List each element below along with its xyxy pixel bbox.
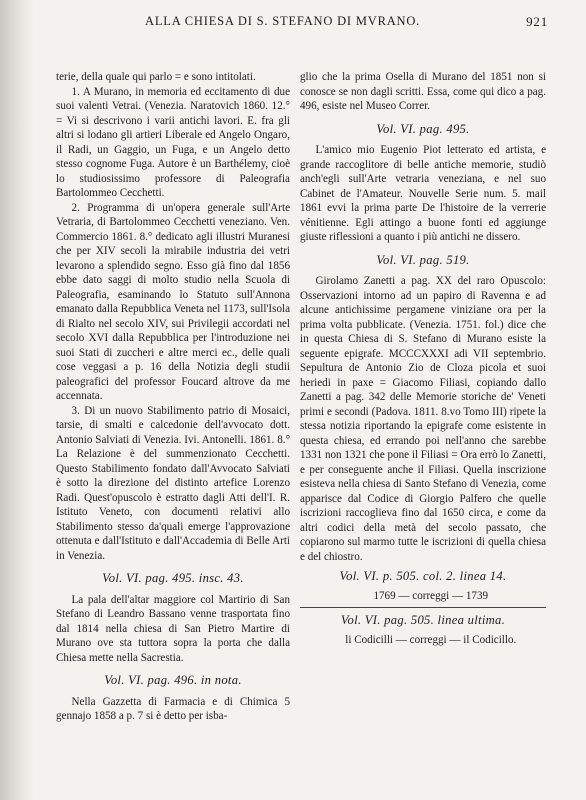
left-paragraph-3: 3. Di un nuovo Stabilimento patrio di Mosaici, tarsie, di smalti e calcedonie dell'avvocato dott. Antonio Salviati di Venezia. Ivi. Antonelli. 1861. 8.° La Relazione è del summenzionato Cecchetti. Questo Stabilimento fondato dall'Avvocato Salviati è sotto la direzione del distinto artefice Lorenzo Radi. Quest'opuscolo è estratto dagli Atti dell'I. R. Istituto Veneto, con documenti relativi allo Stabilimento stesso da'quali emerge l'approvazione ottenuta e dall'Istituto e dall'Accademia di Belle Arti in Venezia. [56, 404, 290, 562]
right-heading-2: Vol. VI. pag. 519. [376, 252, 470, 267]
left-heading-1: Vol. VI. pag. 495. insc. 43. [102, 571, 244, 585]
right-correction-2: li Codicilli — correggi — il Codicillo. [345, 633, 517, 646]
right-paragraph-1: L'amico mio Eugenio Piot letterato ed artista, e grande raccoglitore di belle antiche memorie, studiò anch'egli sull'Arte vetraria veneziana, e nel suo Cabinet de l'Amateur. Nouvelle Serie num. 5. mail 1861 evvi la prima parte De l'histoire de la verrerie vénitienne. Egli attingo a buone fonti ed aggiunge giuste riflessioni a quanto i più antichi ne dissero. [300, 144, 546, 243]
left-paragraph-4: La pala dell'altar maggiore col Martirio di San Stefano di Leandro Bassano venne trasportata fino dal 1814 nella chiesa di San Pietro Martire di Murano ove sta tuttora sopra la porta che dalla Chiesa mette nella Sacrestia. [56, 593, 290, 664]
scan-binding-shadow [0, 0, 34, 800]
right-heading-1: Vol. VI. pag. 495. [376, 121, 470, 136]
running-header [50, 14, 548, 32]
right-heading-3: Vol. VI. p. 505. col. 2. linea 14. [339, 569, 507, 583]
right-column [300, 70, 546, 647]
left-paragraph-2: 2. Programma di un'opera generale sull'Arte Vetraria, di Bartolommeo Cecchetti veneziano. Ven. Commercio 1861. 8.° dedicato agli illustri Muranesi che per XIV secoli la mirabile industria dei vetri levarono a splendido segno. Esso già fino dal 1856 ebbe dato saggi di molto studio nella Scuola di Paleografia, esaminando lo Statuto sull'Annona emanato dalla Repubblica Veneta nel 1173, sull'Isola di Rialto nel secolo XIV, sui Privilegii accordati nel secolo XVI dalla Repubblica per l'introduzione nei suoi Stati di zuccheri e altre merci ec., delle quali cose veggasi a p. 16 della Notizia degli studii paleografici del professor Foucard altrove da me accennata. [56, 201, 290, 402]
right-correction-1: 1769 — correggi — 1739 [373, 589, 489, 602]
right-heading-4: Vol. VI. pag. 505. linea ultima. [340, 613, 506, 627]
running-title: ALLA CHIESA DI S. STEFANO DI MVRANO. [145, 14, 421, 28]
divider-line [300, 607, 546, 608]
left-paragraph-5: Nella Gazzetta di Farmacia e di Chimica 5 gennajo 1858 a p. 7 si è detto per isba- [56, 695, 290, 722]
left-paragraph-1: 1. A Murano, in memoria ed eccitamento di due suoi valenti Vetrai. (Venezia. Naratovich 1860. 12.° = Vi si descrivono i varii antichi lavori. E. fra gli altri si lodano gli artieri Liberale ed Angelo Ongaro, il Radi, un Gaggio, un Fuga, e un Angelo detto stesso cognome Fuga. Autore è un Barthélemy, cioè lo studiosissimo professore di Paleografia Bartolommeo Cecchetti. [56, 85, 290, 199]
page-number: 921 [526, 14, 548, 29]
left-column [56, 70, 290, 724]
left-intro-paragraph: terie, della quale qui parlo = e sono intitolati. [56, 71, 256, 83]
right-intro-paragraph: glio che la prima Osella di Murano del 1851 non si conosce se non dagli scritti. Essa, come qui dico a pag. 496, esiste nel Museo Correr. [300, 71, 546, 112]
right-paragraph-2: Girolamo Zanetti a pag. XX del raro Opuscolo: Osservazioni intorno ad un papiro di Ravenna e ad alcune antichissime pergamene viniziane ora per la prima volta pubblicate. (Venezia. 1751. fol.) dice che in questa Chiesa di S. Stefano di Murano esiste la seguente epigrafe. MCCCXXXI adi VII septembrio. Sepultura de Antonio Zio de Cloza picola et suoi heriedi in paxe = Giacomo Filiasi, copiando dallo Zanetti a pag. 342 delle Memorie storiche de' Veneti primi e secondi (Padova. 1811. 8.vo Tomo III) ripete la stessa notizia riportando la epigrafe come esistente in questa chiesa, ed errando poi nell'anno che sarebbe 1331 non 1321 che pone il Filiasi = Ora errò lo Zanetti, e per conseguente anche il Filiasi. Quella inscrizione esisteva nella chiesa di Santo Stefano di Venezia, come apparisce dal Codice di Giorgio Palfero che quelle iscrizioni raccoglieva fino dal 1650 circa, e come da altri codici della metà del secolo passato, che copiarono sul marmo tutte le iscrizioni di quella chiesa e del chiostro. [300, 275, 546, 563]
left-heading-2: Vol. VI. pag. 496. in nota. [104, 673, 242, 687]
